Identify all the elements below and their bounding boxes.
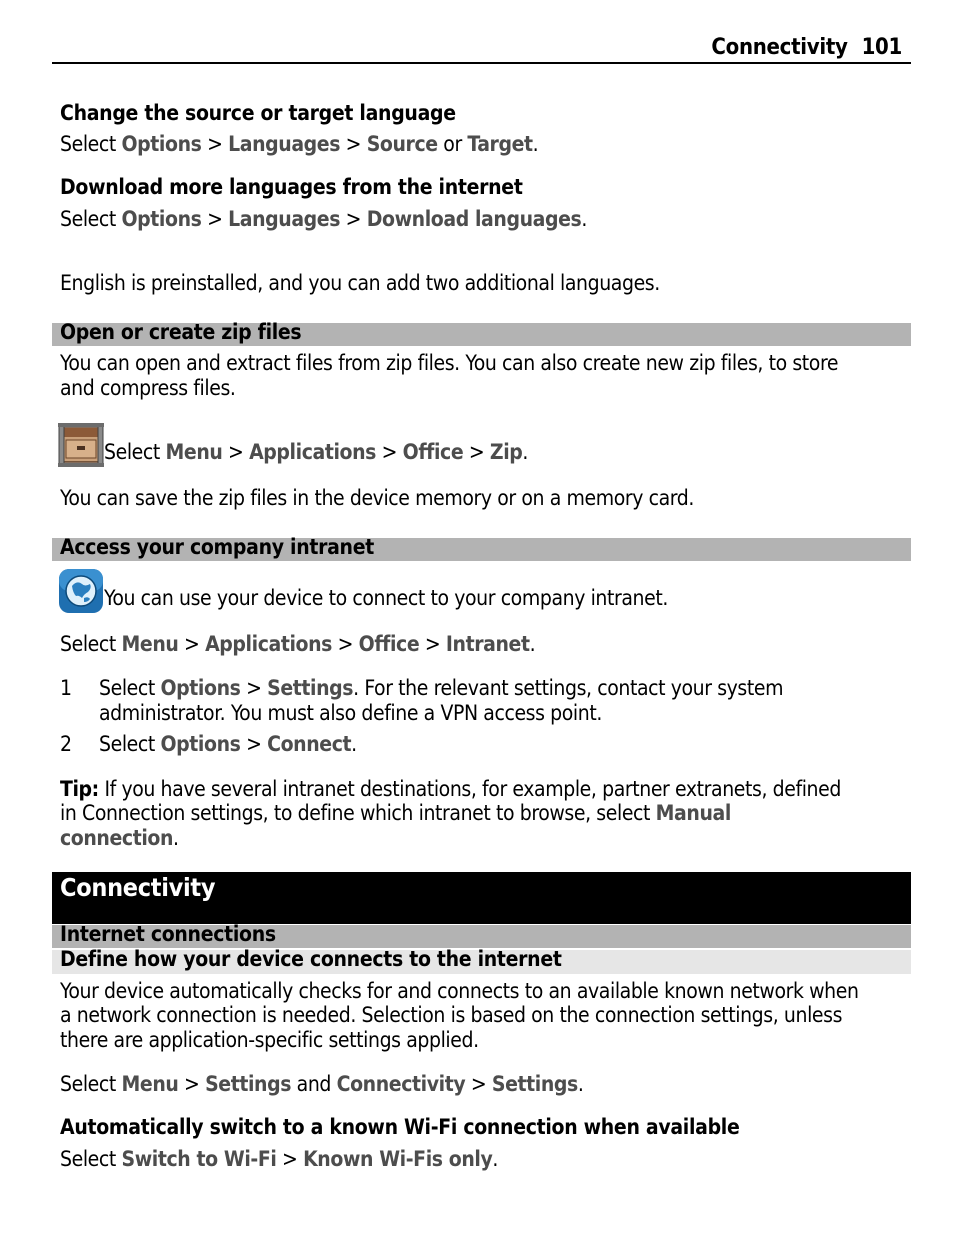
section-bar-internet-connections bbox=[52, 922, 911, 948]
text: Select bbox=[60, 1147, 122, 1171]
menu-item-options: Options bbox=[160, 732, 241, 756]
menu-item-intranet: Intranet bbox=[445, 632, 530, 656]
menu-item-download-languages: Download languages bbox=[366, 207, 582, 231]
text: . bbox=[351, 732, 357, 756]
text: Select bbox=[60, 1072, 122, 1096]
menu-item-settings: Settings bbox=[267, 676, 354, 700]
menu-item-connection: connection bbox=[60, 826, 174, 850]
intranet-globe-icon bbox=[58, 568, 104, 614]
instruction-download-languages bbox=[60, 207, 587, 232]
zip-intro-line2: and compress files. bbox=[60, 376, 236, 400]
text: . bbox=[581, 207, 587, 231]
text: Select bbox=[99, 732, 161, 756]
text: . bbox=[522, 440, 528, 464]
intranet-instruction bbox=[60, 632, 535, 657]
menu-separator: > bbox=[463, 440, 490, 464]
menu-item-menu: Menu bbox=[165, 440, 223, 464]
instruction-change-language bbox=[60, 132, 538, 157]
zip-save-note: You can save the zip files in the device memory or on a memory card. bbox=[60, 486, 694, 510]
tip-line2 bbox=[60, 801, 731, 826]
text: . bbox=[529, 632, 536, 656]
running-header bbox=[711, 35, 902, 60]
connectivity-body-line1: Your device automatically checks for and connects to an available known network when bbox=[60, 979, 859, 1003]
connectivity-instruction bbox=[60, 1072, 584, 1097]
connectivity-body-line3: there are application-specific settings applied. bbox=[60, 1028, 479, 1052]
menu-item-applications: Applications bbox=[205, 632, 333, 656]
menu-separator: > bbox=[178, 632, 206, 656]
connectivity-body-line2: a network connection is needed. Selection is based on the connection settings, unless bbox=[60, 1003, 843, 1027]
text: . bbox=[577, 1072, 584, 1096]
section-title-internet: Internet connections bbox=[60, 922, 276, 946]
heading-change-language: Change the source or target language bbox=[60, 101, 456, 125]
language-note: English is preinstalled, and you can add two additional languages. bbox=[60, 271, 660, 295]
heading-wifi-switch: Automatically switch to a known Wi-Fi connection when available bbox=[60, 1115, 740, 1139]
menu-separator: > bbox=[276, 1147, 304, 1171]
menu-item-known-wifis-only: Known Wi-Fis only bbox=[303, 1147, 493, 1171]
text: . bbox=[532, 132, 539, 156]
section-title-intranet: Access your company intranet bbox=[60, 535, 374, 559]
menu-separator: > bbox=[178, 1072, 206, 1096]
text: Select bbox=[60, 632, 122, 656]
chapter-title: Connectivity bbox=[60, 873, 216, 902]
menu-item-languages: Languages bbox=[228, 207, 341, 231]
text: . For the relevant settings, contact your system bbox=[353, 676, 784, 700]
menu-separator: > bbox=[201, 132, 229, 156]
text: . bbox=[492, 1147, 499, 1171]
step-text bbox=[99, 676, 783, 701]
menu-item-settings: Settings bbox=[205, 1072, 292, 1096]
menu-separator: > bbox=[201, 207, 229, 231]
menu-item-options: Options bbox=[160, 676, 241, 700]
text: in Connection settings, to define which intranet to browse, select bbox=[60, 801, 656, 825]
text: or bbox=[437, 132, 468, 156]
menu-separator: > bbox=[340, 132, 367, 156]
menu-item-target: Target bbox=[467, 132, 533, 156]
running-header-section: Connectivity bbox=[711, 35, 848, 60]
menu-item-menu: Menu bbox=[121, 632, 179, 656]
text: Select bbox=[60, 207, 122, 231]
zip-intro-line1: You can open and extract files from zip files. You can also create new zip files, to store bbox=[60, 351, 839, 375]
menu-item-office: Office bbox=[358, 632, 420, 656]
step-text bbox=[99, 732, 357, 757]
menu-item-connect: Connect bbox=[267, 732, 352, 756]
menu-separator: > bbox=[240, 676, 268, 700]
subsection-title-define: Define how your device connects to the internet bbox=[60, 947, 562, 971]
section-bar-intranet bbox=[52, 535, 911, 561]
menu-item-switch-to-wifi: Switch to Wi-Fi bbox=[121, 1147, 277, 1171]
step-text-line2: administrator. You must also define a VPN access point. bbox=[99, 701, 602, 725]
text: If you have several intranet destinations, for example, partner extranets, defined bbox=[98, 777, 841, 801]
step-number: 2 bbox=[60, 732, 72, 756]
tip-line1 bbox=[60, 777, 841, 802]
menu-separator: > bbox=[240, 732, 268, 756]
section-bar-zip bbox=[52, 320, 911, 346]
menu-item-menu: Menu bbox=[121, 1072, 179, 1096]
menu-separator: > bbox=[222, 440, 250, 464]
header-rule bbox=[52, 62, 911, 64]
intranet-intro: You can use your device to connect to your company intranet. bbox=[104, 586, 668, 610]
wifi-instruction bbox=[60, 1147, 498, 1172]
menu-item-languages: Languages bbox=[228, 132, 341, 156]
menu-item-options: Options bbox=[121, 132, 202, 156]
section-title-zip: Open or create zip files bbox=[60, 320, 302, 344]
chapter-bar-connectivity bbox=[52, 872, 911, 924]
tip-line3 bbox=[60, 826, 179, 851]
zip-instruction bbox=[104, 440, 528, 465]
menu-item-options: Options bbox=[121, 207, 202, 231]
menu-item-connectivity: Connectivity bbox=[336, 1072, 466, 1096]
page-number: 101 bbox=[861, 35, 902, 60]
subsection-bar-define bbox=[52, 947, 911, 974]
heading-download-languages: Download more languages from the internet bbox=[60, 175, 523, 199]
text: Select bbox=[104, 440, 166, 464]
step-number: 1 bbox=[60, 676, 72, 700]
tip-label: Tip: bbox=[60, 777, 99, 801]
menu-separator: > bbox=[340, 207, 367, 231]
text: and bbox=[291, 1072, 337, 1096]
menu-item-settings: Settings bbox=[491, 1072, 578, 1096]
menu-item-zip: Zip bbox=[489, 440, 523, 464]
menu-separator: > bbox=[419, 632, 446, 656]
text: . bbox=[173, 826, 179, 850]
menu-item-source: Source bbox=[366, 132, 438, 156]
menu-separator: > bbox=[332, 632, 359, 656]
menu-separator: > bbox=[376, 440, 403, 464]
zip-archive-icon bbox=[58, 422, 104, 468]
menu-item-applications: Applications bbox=[249, 440, 377, 464]
menu-separator: > bbox=[465, 1072, 492, 1096]
menu-item-office: Office bbox=[402, 440, 464, 464]
menu-item-manual: Manual bbox=[655, 801, 731, 825]
text: Select bbox=[99, 676, 161, 700]
text: Select bbox=[60, 132, 122, 156]
